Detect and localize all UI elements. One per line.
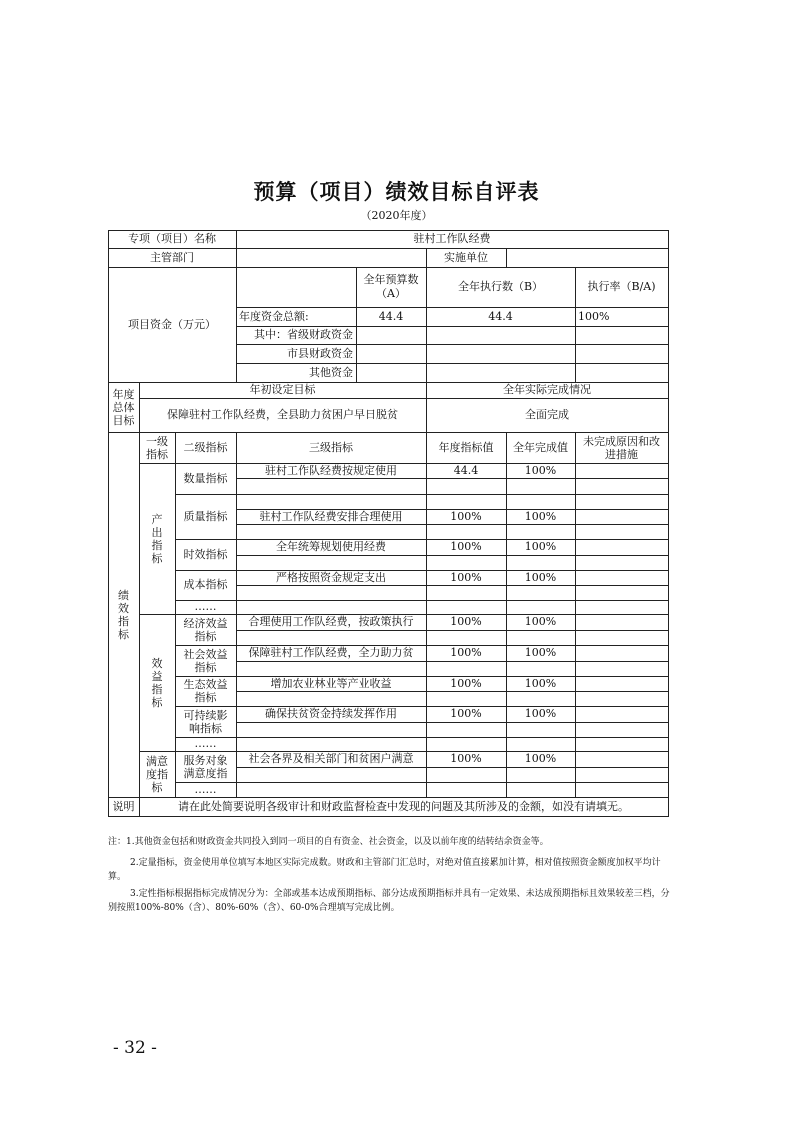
funds-col-budget: 全年预算数（A） [363,273,419,300]
funds-row-county-label: 市县财政资金 [287,346,353,360]
benefit-done-sustainable: 100% [524,707,557,720]
benefit-l2-sustainable: 可持续影 响指标 [183,708,228,735]
funds-row-county-rate [575,344,668,363]
benefit-done-ecological: 100% [524,676,557,690]
funds-row-county-budget [356,344,426,363]
page-title: 预算（项目）绩效目标自评表 [253,179,540,204]
funds-row-total-rate: 100% [578,309,610,323]
output-done-timeliness: 100% [524,540,557,553]
output-l3-timeliness: 全年统筹规划使用经费 [276,540,386,553]
funds-row-total-budget: 44.4 [378,309,404,323]
funds-row-total-exec: 44.4 [488,309,513,323]
goal-planned-text: 保障驻村工作队经费，全县助力贫困户早日脱贫 [167,408,398,421]
output-l2-cost: 成本指标 [183,578,228,591]
output-done-quality: 100% [524,509,557,523]
output-l3-quantity: 驻村工作队经费按规定使用 [265,463,397,477]
page-number: - 32 - [113,1038,157,1058]
note-2: 2.定量指标，资金使用单位填写本地区实际完成数。财政和主管部门汇总时，对绝对值直接累加计算，相对值按照资金额度加权平均计算。 [108,858,661,882]
funds-row-county-exec [426,344,575,363]
output-l2-timeliness: 时效指标 [183,547,228,561]
funds-label: 项目资金（万元） [128,317,216,331]
benefit-indicators-label: 效 益 指 标 [151,656,163,709]
output-l3-cost: 严格按照资金规定支出 [276,570,386,584]
funds-row-other-label: 其他资金 [309,365,353,379]
benefit-l3-sustainable: 确保扶贫资金持续发挥作用 [265,707,397,720]
satisfaction-done-service: 100% [524,752,557,765]
header-level1: 一级 指标 [146,434,168,461]
funds-col-exec: 全年执行数（B） [457,280,544,293]
output-l2-quality: 质量指标 [183,509,228,523]
funds-row-provincial-label: 其中：省级财政资金 [254,328,353,341]
benefit-l2-economic: 经济效益 指标 [183,616,228,643]
benefit-l3-economic: 合理使用工作队经费，按政策执行 [248,615,414,628]
department-label: 主管部门 [150,250,194,264]
output-indicators-label: 产 出 指 标 [151,512,163,565]
benefit-l3-social: 保障驻村工作队经费，全力助力贫 [248,646,414,659]
funds-row-provincial-exec [426,326,575,344]
implementing-unit-label: 实施单位 [444,250,488,264]
satisfaction-l2-service: 服务对象 满意度指 [183,753,228,780]
year-subtitle: （2020年度） [360,209,433,222]
funds-row-provincial-rate [575,326,668,344]
output-target-quality: 100% [450,509,482,523]
satisfaction-ellipsis: …… [194,782,217,796]
benefit-l2-ecological: 生态效益 指标 [183,678,228,704]
benefit-done-social: 100% [524,646,557,659]
output-ellipsis: …… [194,600,217,613]
benefit-target-economic: 100% [450,615,482,628]
benefit-done-economic: 100% [524,615,557,628]
goal-actual-text: 全面完成 [525,408,569,421]
funds-row-other-exec [426,363,575,382]
annual-goal-label: 年度 总体 目标 [112,387,135,427]
explain-label: 说明 [112,799,135,813]
funds-row-other-rate [575,363,668,382]
header-reason: 未完成原因和改 进措施 [583,434,660,461]
benefit-target-social: 100% [450,646,482,659]
output-target-timeliness: 100% [450,540,482,553]
note-3: 3.定性指标根据指标完成情况分为：全部或基本达成预期指标、部分达成预期指标并具有一定效果、未达成预期指标且效果较差三档，分别按照100%-80%（含）、80%-60%（含）、60-0%合理填写完成比例。 [108,889,670,913]
goal-actual-header: 全年实际完成情况 [503,383,591,396]
header-target: 年度指标值 [438,440,494,454]
header-done: 全年完成值 [513,440,568,454]
output-l2-quantity: 数量指标 [183,471,228,485]
header-level3: 三级指标 [309,440,353,454]
funds-row-other-budget [356,363,426,382]
benefit-ellipsis: …… [194,737,217,750]
output-target-quantity: 44.4 [453,463,479,477]
department-value [236,248,426,267]
funds-row-provincial-budget [356,326,426,344]
output-l3-quality: 驻村工作队经费安排合理使用 [259,509,403,523]
funds-col-rate: 执行率（B/A) [587,280,656,293]
satisfaction-l3-service: 社会各界及相关部门和贫困户满意 [248,752,414,765]
explain-text: 请在此处简要说明各级审计和财政监督检查中发现的问题及其所涉及的金额，如没有请填无。 [178,799,629,813]
project-name-value: 驻村工作队经费 [413,232,491,245]
goal-planned-header: 年初设定目标 [249,383,316,396]
header-level2: 二级指标 [183,440,228,454]
benefit-target-ecological: 100% [450,676,482,690]
benefit-l3-ecological: 增加农业林业等产业收益 [270,676,392,690]
benefit-target-sustainable: 100% [450,707,482,720]
benefit-l2-social: 社会效益 指标 [183,647,228,674]
output-done-quantity: 100% [524,463,557,477]
performance-label: 绩 效 指 标 [118,588,129,641]
satisfaction-indicators-label: 满意 度指 标 [146,754,168,794]
note-1: 注：1.其他资金包括和财政资金共同投入到同一项目的自有资金、社会资金，以及以前年度的结转结余资金等。 [108,837,549,847]
satisfaction-target-service: 100% [450,752,482,765]
project-name-label: 专项（项目）名称 [128,232,216,245]
output-target-cost: 100% [450,570,482,584]
funds-row-total-label: 年度资金总额: [239,309,309,323]
implementing-unit-value [506,248,668,267]
output-done-cost: 100% [524,570,557,584]
